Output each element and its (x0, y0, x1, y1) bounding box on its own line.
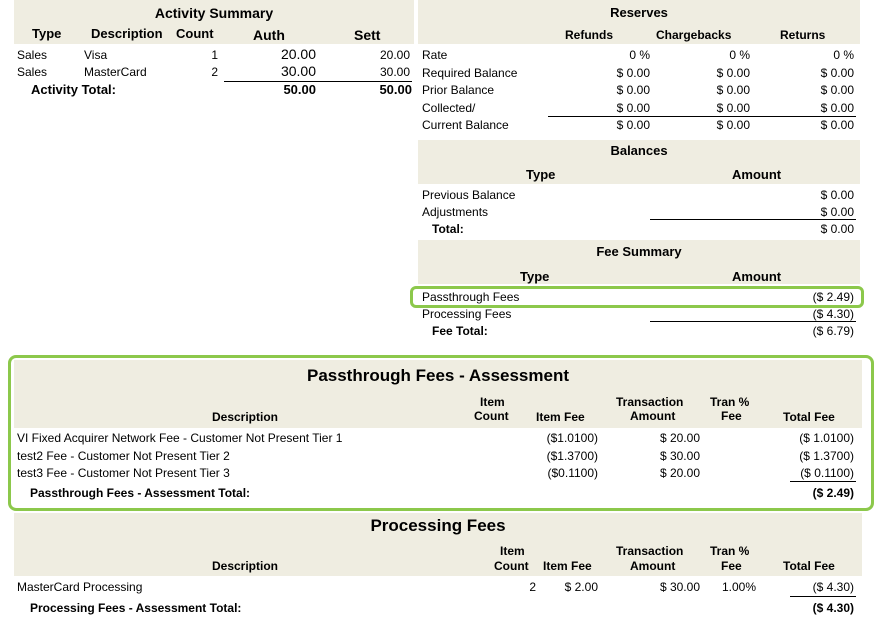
passthrough-col-txn-2: Amount (630, 409, 676, 423)
reserves-row-refunds: $ 0.00 (616, 83, 650, 97)
activity-row-count: 2 (211, 65, 218, 79)
reserves-row-label: Rate (422, 48, 448, 62)
processing-row-count: 2 (529, 580, 536, 594)
reserves-row-chargebacks: $ 0.00 (716, 66, 750, 80)
passthrough-row-description: test3 Fee - Customer Not Present Tier 3 (17, 466, 230, 480)
activity-row-auth: 20.00 (280, 46, 316, 62)
processing-total-label: Processing Fees - Assessment Total: (30, 601, 242, 615)
balances-col-type: Type (526, 167, 556, 182)
activity-col-type: Type (32, 26, 62, 41)
processing-col-tran-1: Tran % (710, 544, 750, 558)
reserves-row-refunds: $ 0.00 (616, 118, 650, 132)
processing-rule (790, 596, 856, 597)
passthrough-total-label: Passthrough Fees - Assessment Total: (30, 486, 251, 500)
balances-row-label: Adjustments (422, 205, 489, 219)
passthrough-col-item-fee: Item Fee (536, 410, 585, 424)
passthrough-row-total-fee: ($ 1.0100) (799, 431, 854, 445)
fee-summary-title: Fee Summary (596, 244, 682, 259)
reserves-col-chargebacks: Chargebacks (656, 28, 732, 42)
processing-col-description: Description (211, 559, 278, 573)
reserves-row-returns: $ 0.00 (820, 118, 854, 132)
passthrough-col-total-fee: Total Fee (783, 410, 835, 424)
processing-total-amount: ($ 4.30) (812, 601, 854, 615)
balances-title: Balances (610, 143, 668, 158)
reserves-row-returns: $ 0.00 (820, 101, 854, 115)
passthrough-col-description: Description (211, 410, 278, 424)
passthrough-row-total-fee: ($ 0.1100) (800, 466, 854, 480)
reserves-row-returns: 0 % (833, 48, 854, 62)
activity-summary-title: Activity Summary (154, 5, 274, 21)
passthrough-col-tran-1: Tran % (710, 395, 750, 409)
processing-col-item-fee: Item Fee (543, 559, 592, 573)
passthrough-col-item-count-2: Count (474, 409, 509, 423)
processing-row-item-fee: $ 2.00 (564, 580, 598, 594)
activity-total-label: Activity Total: (31, 82, 116, 97)
passthrough-row-txn: $ 20.00 (659, 466, 700, 480)
reserves-row-returns: $ 0.00 (820, 83, 854, 97)
activity-row-type: Sales (17, 65, 48, 79)
activity-total-sett: 50.00 (379, 82, 412, 97)
processing-col-item-count-1: Item (500, 544, 525, 558)
processing-row-tran: 1.00% (721, 580, 756, 594)
passthrough-row-txn: $ 20.00 (659, 431, 700, 445)
fee-summary-row-amount: ($ 2.49) (812, 290, 854, 304)
fee-summary-row-label[interactable]: Processing Fees (422, 307, 512, 321)
passthrough-row-item-fee: ($1.0100) (546, 431, 598, 445)
passthrough-title: Passthrough Fees - Assessment (306, 366, 569, 385)
reserves-row-label: Required Balance (422, 66, 518, 80)
processing-row-description: MasterCard Processing (17, 580, 143, 594)
passthrough-row-item-fee: ($0.1100) (547, 466, 598, 480)
activity-row-sett: 20.00 (379, 48, 410, 62)
passthrough-total-amount: ($ 2.49) (812, 486, 854, 500)
activity-total-auth: 50.00 (283, 82, 316, 97)
processing-col-total-fee: Total Fee (783, 559, 835, 573)
balances-total-amount: $ 0.00 (820, 222, 854, 236)
passthrough-col-txn-1: Transaction (616, 395, 684, 409)
reserves-row-label: Collected/ (422, 101, 476, 115)
reserves-row-chargebacks: $ 0.00 (716, 101, 750, 115)
reserves-col-returns: Returns (780, 28, 826, 42)
activity-row-sett: 30.00 (379, 65, 410, 79)
reserves-row-label: Prior Balance (422, 83, 495, 97)
activity-row-description: Visa (84, 48, 108, 62)
reserves-row-chargebacks: 0 % (729, 48, 750, 62)
balances-rule (650, 219, 856, 220)
balances-total-label: Total: (432, 222, 464, 236)
activity-row-auth: 30.00 (280, 63, 316, 79)
activity-col-auth: Auth (253, 27, 285, 43)
reserves-row-refunds: $ 0.00 (616, 101, 650, 115)
processing-title: Processing Fees (370, 516, 506, 535)
balances-row-amount: $ 0.00 (820, 205, 854, 219)
balances-row-amount: $ 0.00 (820, 188, 854, 202)
passthrough-row-description: test2 Fee - Customer Not Present Tier 2 (17, 449, 230, 463)
passthrough-row-item-fee: ($1.3700) (546, 449, 598, 463)
fee-summary-rule (650, 321, 856, 322)
passthrough-col-tran-2: Fee (721, 409, 742, 423)
fee-summary-col-type: Type (520, 269, 550, 284)
balances-row-label: Previous Balance (422, 188, 516, 202)
activity-col-description: Description (91, 26, 163, 41)
processing-col-txn-1: Transaction (616, 544, 684, 558)
activity-col-count: Count (176, 26, 214, 41)
fee-summary-col-amount: Amount (732, 269, 782, 284)
reserves-row-refunds: 0 % (629, 48, 650, 62)
processing-col-tran-2: Fee (721, 559, 742, 573)
activity-row-type: Sales (17, 48, 48, 62)
balances-col-amount: Amount (732, 167, 782, 182)
passthrough-col-item-count-1: Item (480, 395, 505, 409)
processing-row-txn: $ 30.00 (659, 580, 700, 594)
reserves-col-refunds: Refunds (565, 28, 613, 42)
reserves-row-label: Current Balance (422, 118, 509, 132)
reserves-title: Reserves (610, 5, 668, 20)
activity-row-description: MasterCard (84, 65, 147, 79)
reserves-rule (548, 116, 856, 117)
fee-summary-row-amount: ($ 4.30) (812, 307, 854, 321)
fee-summary-total-amount: ($ 6.79) (812, 324, 854, 338)
reserves-row-chargebacks: $ 0.00 (716, 83, 750, 97)
passthrough-row-description: VI Fixed Acquirer Network Fee - Customer Not Present Tier 1 (17, 431, 343, 445)
fee-summary-row-label[interactable]: Passthrough Fees (422, 290, 520, 304)
passthrough-rule (790, 481, 856, 482)
reserves-row-chargebacks: $ 0.00 (716, 118, 750, 132)
fee-summary-total-label: Fee Total: (432, 324, 488, 338)
reserves-row-refunds: $ 0.00 (616, 66, 650, 80)
processing-col-item-count-2: Count (494, 559, 529, 573)
activity-col-sett: Sett (354, 27, 381, 43)
processing-row-total-fee: ($ 4.30) (812, 580, 854, 594)
reserves-row-returns: $ 0.00 (820, 66, 854, 80)
passthrough-row-txn: $ 30.00 (659, 449, 700, 463)
activity-row-count: 1 (211, 48, 218, 62)
processing-col-txn-2: Amount (630, 559, 676, 573)
passthrough-row-total-fee: ($ 1.3700) (799, 449, 854, 463)
